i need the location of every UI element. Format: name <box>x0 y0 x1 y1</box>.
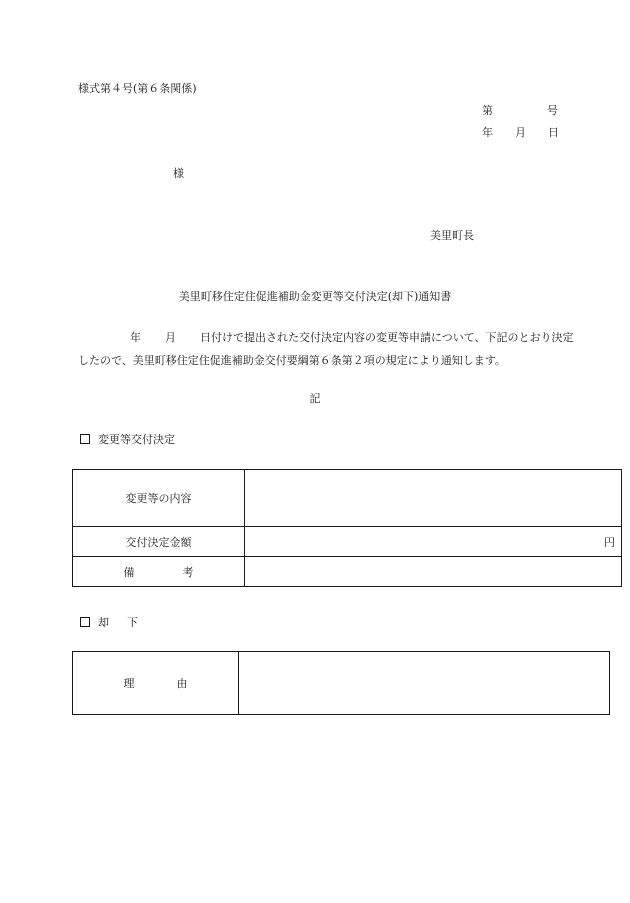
section-approval-heading <box>80 431 175 447</box>
table-row <box>73 557 622 587</box>
ki-heading: 記 <box>309 392 321 405</box>
issuer: 美里町長 <box>430 229 474 242</box>
amount-field[interactable]: 円 <box>245 527 622 557</box>
body-month: 月 <box>165 331 176 344</box>
issue-date <box>482 124 559 140</box>
number-prefix: 第 <box>482 104 493 117</box>
rejection-checkbox[interactable] <box>80 617 90 627</box>
approval-table <box>72 469 622 587</box>
approval-checkbox[interactable] <box>80 434 90 444</box>
table-row <box>73 652 610 715</box>
form-number: 様式第４号(第６条関係) <box>78 82 197 95</box>
section-rejection-heading <box>80 614 156 630</box>
change-content-field[interactable] <box>245 470 622 527</box>
row-label: 理由 <box>73 652 239 715</box>
approval-label: 変更等交付決定 <box>98 433 175 446</box>
row-label: 変更等の内容 <box>73 470 245 527</box>
document-title: 美里町移住定住促進補助金変更等交付決定(却下)通知書 <box>178 290 452 303</box>
number-suffix: 号 <box>547 104 558 117</box>
remarks-field[interactable] <box>245 557 622 587</box>
row-label: 交付決定金額 <box>73 527 245 557</box>
reason-field[interactable] <box>239 652 610 715</box>
date-day: 日 <box>548 126 559 139</box>
table-row <box>73 470 622 527</box>
table-row <box>73 527 622 557</box>
body-text: 日付けで提出された交付決定内容の変更等申請について、下記のとおり決定したので、美里町移住定住促進補助金交付要綱第６条第２項の規定により通知します。 <box>78 331 574 367</box>
addressee-honorific: 様 <box>173 167 184 180</box>
notice-body <box>78 326 574 372</box>
document-number <box>482 102 558 118</box>
rejection-table <box>72 651 610 715</box>
body-year: 年 <box>130 331 141 344</box>
date-year: 年 <box>482 126 493 139</box>
rejection-label: 却下 <box>98 616 156 629</box>
row-label: 備考 <box>73 557 245 587</box>
date-month: 月 <box>515 126 526 139</box>
